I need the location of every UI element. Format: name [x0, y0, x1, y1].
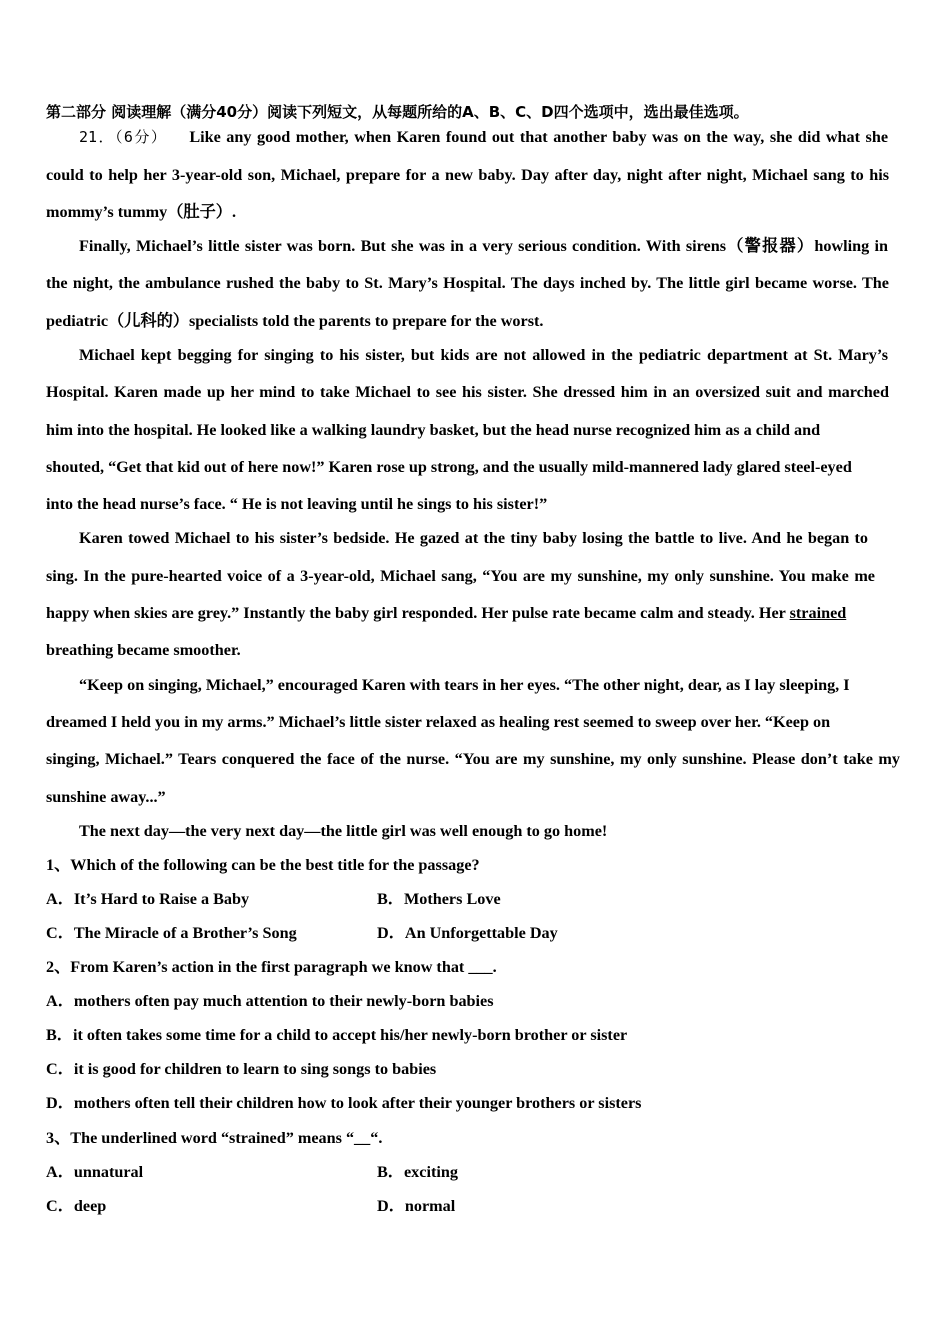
passage-p5-line2: dreamed I held you in my arms.” Michael’s little sister relaxed as healing rest seemed to sweep over her. “Keep on	[46, 713, 831, 731]
question-2-option-c: C．it is good for children to learn to sing songs to babies	[46, 1060, 437, 1078]
passage-p5-line1: “Keep on singing, Michael,” encouraged Karen with tears in her eyes. “The other night, dear, as I lay sleeping, I	[79, 676, 850, 694]
question-2-stem: 2、From Karen’s action in the first paragraph we know that ___.	[46, 958, 497, 976]
passage-p5-line4: sunshine away...”	[46, 788, 166, 806]
question-3-option-b: B．exciting	[377, 1163, 458, 1181]
passage-p1-line2: could to help her 3-year-old son, Michael, prepare for a new baby. Day after day, night after night, Michael sang to his	[46, 166, 889, 184]
question-1-stem: 1、Which of the following can be the best title for the passage?	[46, 856, 480, 874]
passage-p3-line1: Michael kept begging for singing to his sister, but kids are not allowed in the pediatric department at St. Mary’s	[79, 346, 888, 364]
question-1-options-row1	[46, 889, 501, 909]
question-2-option-b: B．it often takes some time for a child to accept his/her newly-born brother or sister	[46, 1026, 628, 1044]
passage-p3-line5: into the head nurse’s face. “ He is not leaving until he sings to his sister!”	[46, 495, 548, 513]
question-3-stem: 3、The underlined word “strained” means “__“.	[46, 1129, 383, 1147]
passage-p4-line3: happy when skies are grey.” Instantly the baby girl responded. Her pulse rate became calm and steady. Her strained	[46, 604, 847, 622]
underlined-word: strained	[789, 604, 847, 622]
passage-p4-line1: Karen towed Michael to his sister’s bedside. He gazed at the tiny baby losing the battle to live. And he began to	[79, 529, 868, 547]
question-1-option-c: C．The Miracle of a Brother’s Song	[46, 924, 297, 942]
question-1-option-a: A．It’s Hard to Raise a Baby	[46, 890, 250, 908]
question-1-option-b: B．Mothers Love	[377, 890, 501, 908]
question-1-options-row2	[46, 923, 558, 943]
question-3-option-d: D．normal	[377, 1197, 456, 1215]
section-header: 第二部分 阅读理解（满分40分）阅读下列短文，从每题所给的A、B、C、D四个选项中，选出最佳选项。	[46, 103, 749, 121]
question-3-options-row2	[46, 1196, 456, 1216]
passage-p2-line1: Finally, Michael’s little sister was born. But she was in a very serious condition. With sirens（警报器）howling in	[79, 237, 888, 255]
passage-p4-line2: sing. In the pure-hearted voice of a 3-year-old, Michael sang, “You are my sunshine, my only sunshine. You make me	[46, 567, 875, 585]
passage-p6: The next day—the very next day—the little girl was well enough to go home!	[79, 822, 608, 840]
passage-p5-line3: singing, Michael.” Tears conquered the face of the nurse. “You are my sunshine, my only sunshine. Please don’t take my	[46, 750, 900, 768]
question-2-option-d: D．mothers often tell their children how to look after their younger brothers or sisters	[46, 1094, 642, 1112]
passage-p4-line4: breathing became smoother.	[46, 641, 241, 659]
passage-p1-line3: mommy’s tummy（肚子）.	[46, 203, 237, 221]
question-3-options-row1	[46, 1162, 458, 1182]
passage-p3-line4: shouted, “Get that kid out of here now!” Karen rose up strong, and the usually mild-mannered lady glared steel-eyed	[46, 458, 852, 476]
passage-p2-line3: pediatric（儿科的）specialists told the parents to prepare for the worst.	[46, 312, 544, 330]
question-3-option-a: A．unnatural	[46, 1163, 144, 1181]
passage-p3-line2: Hospital. Karen made up her mind to take Michael to see his sister. She dressed him in an oversized suit and marched	[46, 383, 889, 401]
passage-p2-line2: the night, the ambulance rushed the baby to St. Mary’s Hospital. The days inched by. The little girl became worse. The	[46, 274, 889, 292]
question-number: 21．（6分）	[79, 128, 168, 146]
question-3-option-c: C．deep	[46, 1197, 107, 1215]
question-2-option-a: A．mothers often pay much attention to their newly-born babies	[46, 992, 494, 1010]
question-1-option-d: D．An Unforgettable Day	[377, 924, 558, 942]
passage-p1-line1: 21．（6分） Like any good mother, when Karen found out that another baby was on the way, she did what she	[79, 128, 889, 146]
passage-p3-line3: him into the hospital. He looked like a walking laundry basket, but the head nurse recognized him as a child and	[46, 421, 821, 439]
